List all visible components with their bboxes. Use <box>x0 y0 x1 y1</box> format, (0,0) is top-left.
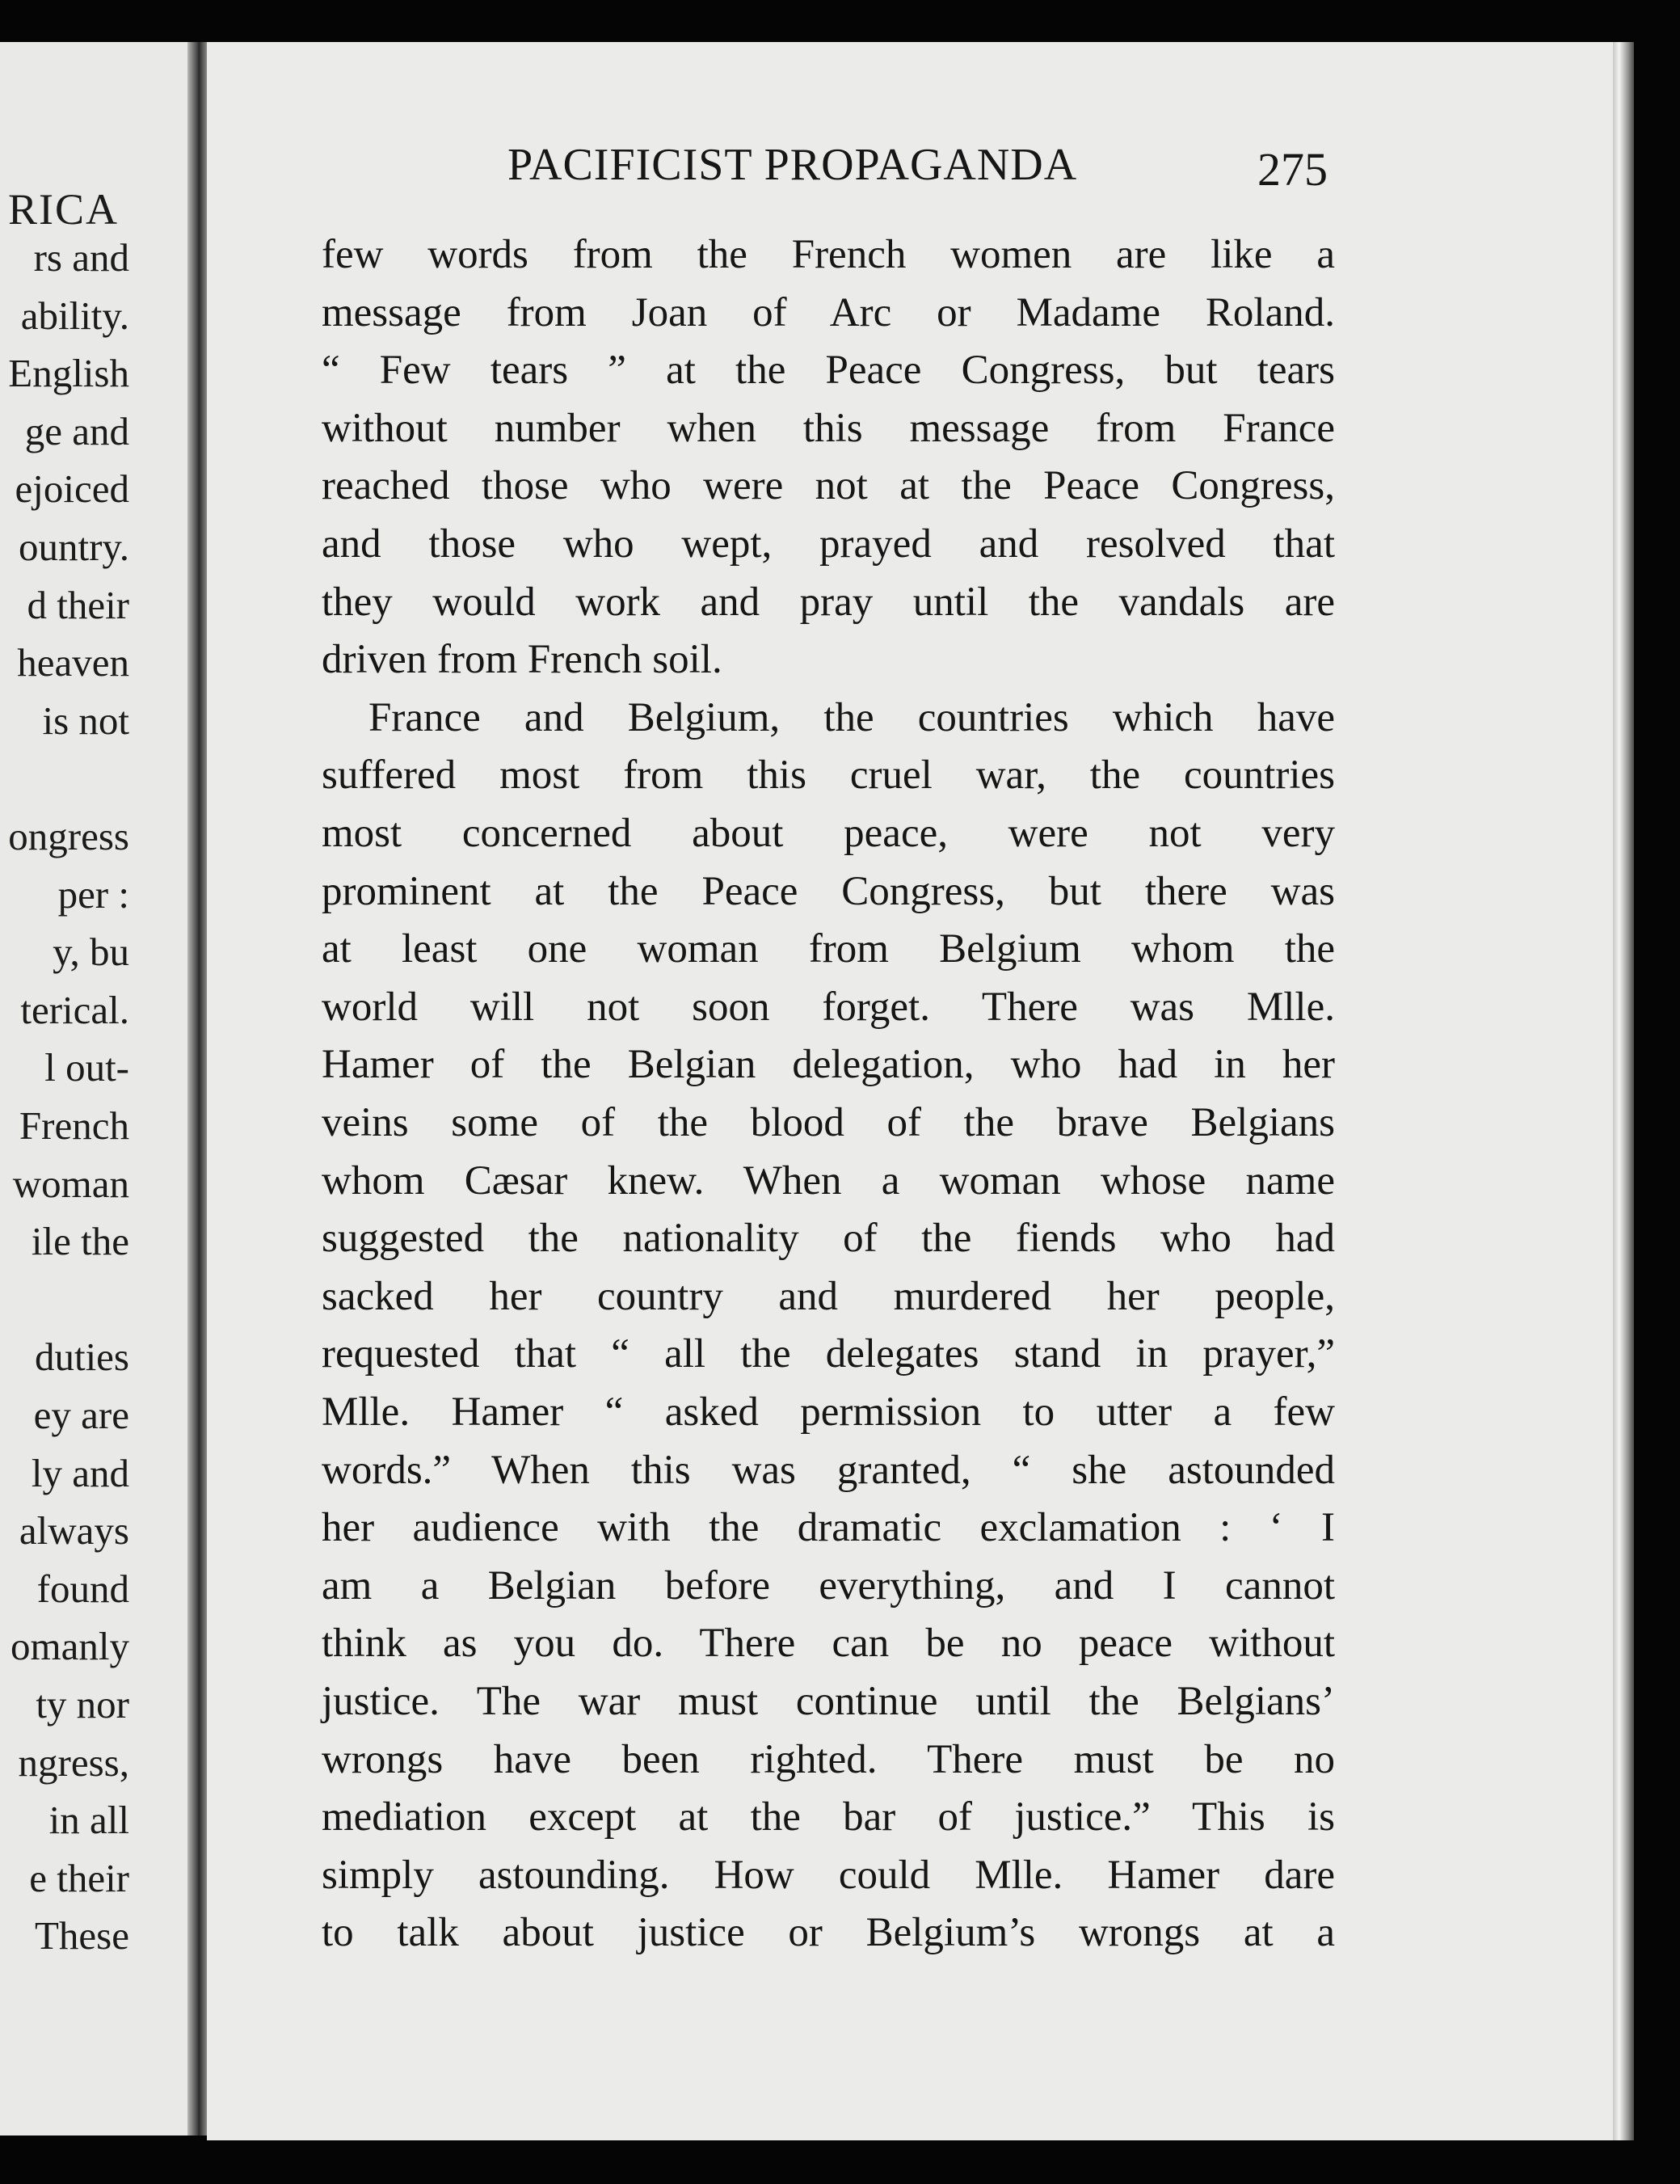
body-text-line: mediation except at the bar of justice.” This is <box>322 1794 1335 1840</box>
left-text-line: duties <box>34 1334 129 1380</box>
body-text-line: “ Few tears ” at the Peace Congress, but tears <box>322 348 1335 394</box>
left-text-line: per : <box>57 871 129 917</box>
body-text-line: wrongs have been righted. There must be no <box>322 1736 1335 1782</box>
body-text-line: am a Belgian before everything, and I cannot <box>322 1562 1335 1608</box>
running-header: PACIFICIST PROPAGANDA <box>507 140 1078 190</box>
left-running-header: RICA <box>8 185 120 234</box>
body-text-line: and those who wept, prayed and resolved that <box>322 521 1335 567</box>
left-text-line: ly and <box>31 1450 129 1495</box>
left-text-line: rs and <box>33 235 129 280</box>
body-text-line: at least one woman from Belgium whom the <box>322 926 1335 972</box>
body-text-line: simply astounding. How could Mlle. Hamer dare <box>322 1852 1335 1898</box>
left-text-line: heaven <box>17 640 129 685</box>
page-number: 275 <box>1257 143 1328 196</box>
body-text-line: Hamer of the Belgian delegation, who had in her <box>322 1042 1335 1088</box>
left-page <box>0 42 187 2136</box>
body-text-line: they would work and pray until the vandals are <box>322 579 1335 625</box>
body-text-line: to talk about justice or Belgium’s wrongs at a <box>322 1910 1335 1956</box>
body-text-line: world will not soon forget. There was Mlle. <box>322 984 1335 1030</box>
left-text-line: ey are <box>33 1393 129 1437</box>
body-text-line: few words from the French women are like a <box>322 232 1335 277</box>
left-text-line: English <box>8 351 129 396</box>
left-text-line: e their <box>29 1855 129 1900</box>
body-text-line: without number when this message from France <box>322 405 1335 451</box>
left-text-line: ngress, <box>18 1739 129 1785</box>
left-text-line: l out- <box>44 1045 129 1090</box>
body-text-line: France and Belgium, the countries which have <box>368 694 1335 740</box>
left-text-line: is not <box>42 698 129 743</box>
body-text-line: requested that “ all the delegates stand in prayer,” <box>322 1331 1335 1377</box>
left-text-line: y, bu <box>53 930 129 975</box>
body-text-line: most concerned about peace, were not very <box>322 811 1335 856</box>
body-text-line: driven from French soil. <box>322 637 722 683</box>
left-text-line: French <box>19 1103 129 1148</box>
body-text-line: message from Joan of Arc or Madame Roland. <box>322 289 1335 335</box>
body-text-line: reached those who were not at the Peace Congress, <box>322 463 1335 509</box>
body-text-line: whom Cæsar knew. When a woman whose name <box>322 1157 1335 1204</box>
left-text-line: ty nor <box>36 1682 129 1727</box>
left-text-line: ejoiced <box>15 466 129 512</box>
left-text-line: ile the <box>31 1219 129 1264</box>
left-text-line: ge and <box>24 408 129 453</box>
body-text-line: justice. The war must continue until the Belgians’ <box>322 1679 1335 1724</box>
left-text-line: d their <box>27 582 129 627</box>
left-text-line: ountry. <box>19 525 129 569</box>
page-edge <box>1613 42 1634 2140</box>
body-text-line: her audience with the dramatic exclamation : ‘ I <box>322 1505 1335 1551</box>
left-text-line: terical. <box>20 987 129 1032</box>
left-text-line: always <box>19 1508 129 1554</box>
body-text-line: words.” When this was granted, “ she astounded <box>322 1447 1335 1493</box>
body-text-line: think as you do. There can be no peace without <box>322 1621 1335 1667</box>
body-text-line: suffered most from this cruel war, the countries <box>322 753 1335 799</box>
left-text-line: These <box>35 1913 129 1958</box>
body-text-line: suggested the nationality of the fiends who had <box>322 1216 1335 1262</box>
book-gutter <box>187 42 208 2136</box>
left-text-line: found <box>36 1566 129 1611</box>
left-text-line: ability. <box>20 293 129 338</box>
left-text-line: woman <box>12 1161 129 1206</box>
body-text-line: veins some of the blood of the brave Belgians <box>322 1100 1335 1145</box>
left-text-line: omanly <box>11 1624 129 1669</box>
body-text-line: prominent at the Peace Congress, but there was <box>322 868 1335 914</box>
left-text-line: in all <box>48 1798 129 1843</box>
body-text-line: Mlle. Hamer “ asked permission to utter a few <box>322 1389 1335 1435</box>
body-text-line: sacked her country and murdered her people, <box>322 1273 1335 1319</box>
left-text-line: ongress <box>8 814 129 858</box>
